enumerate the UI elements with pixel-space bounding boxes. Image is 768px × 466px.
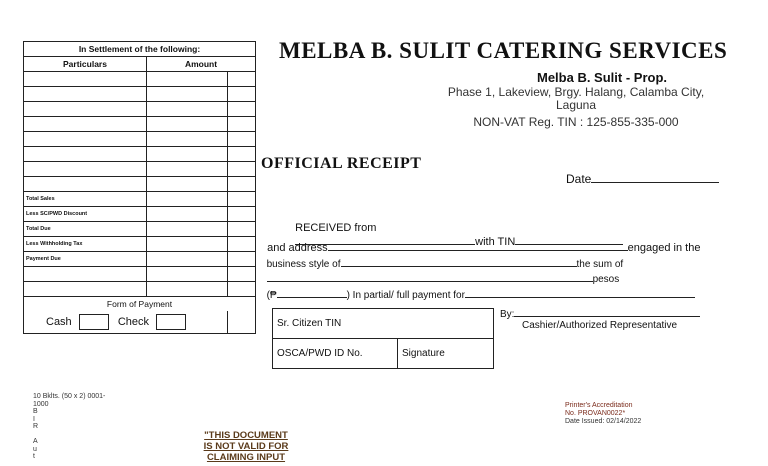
warning-line-1: "THIS DOCUMENT bbox=[204, 430, 288, 441]
amount-line[interactable] bbox=[277, 287, 347, 298]
amount-cell[interactable] bbox=[147, 87, 228, 102]
particulars-cell[interactable]: Less SC/PWD Discount bbox=[24, 207, 147, 222]
settlement-title: In Settlement of the following: bbox=[24, 42, 256, 57]
osca-cell[interactable]: OSCA/PWD ID No. bbox=[273, 339, 398, 369]
amount-cents-cell[interactable] bbox=[228, 177, 256, 192]
amount-cents-cell[interactable] bbox=[228, 252, 256, 267]
particulars-cell[interactable] bbox=[24, 132, 147, 147]
amount-cell[interactable] bbox=[147, 177, 228, 192]
amount-cents-cell[interactable] bbox=[228, 102, 256, 117]
form-of-payment-label: Form of Payment bbox=[24, 297, 256, 312]
settlement-row bbox=[24, 222, 256, 237]
amount-cents-cell[interactable] bbox=[228, 267, 256, 282]
settlement-row bbox=[24, 267, 256, 282]
pesos-label: pesos bbox=[592, 274, 620, 285]
particulars-header: Particulars bbox=[24, 57, 147, 72]
partial-label: ) In partial/ full payment for bbox=[346, 290, 465, 301]
tin-line: NON-VAT Reg. TIN : 125-855-335-000 bbox=[473, 115, 679, 129]
not-valid-warning bbox=[196, 430, 296, 463]
date-field bbox=[566, 172, 719, 186]
received-from-label: RECEIVED from bbox=[295, 222, 377, 234]
date-issued: Date Issued: 02/14/2022 bbox=[565, 418, 642, 425]
warning-line-2: IS NOT VALID FOR bbox=[203, 441, 289, 452]
cashier-label: Cashier/Authorized Representative bbox=[522, 320, 678, 331]
signature-cell[interactable]: Signature bbox=[398, 339, 494, 369]
settlement-row bbox=[24, 102, 256, 117]
amount-cell[interactable] bbox=[147, 207, 228, 222]
settlement-row bbox=[24, 252, 256, 267]
settlement-row bbox=[24, 147, 256, 162]
amount-cents-cell[interactable] bbox=[228, 117, 256, 132]
bir-letter bbox=[33, 431, 105, 439]
amount-cents-cell[interactable] bbox=[228, 162, 256, 177]
business-style-label: business style of bbox=[266, 259, 341, 270]
amount-cell[interactable] bbox=[147, 222, 228, 237]
amount-cents-cell[interactable] bbox=[228, 207, 256, 222]
settlement-row bbox=[24, 117, 256, 132]
amount-cell[interactable] bbox=[147, 282, 228, 297]
warning-line-3: CLAIMING INPUT bbox=[206, 452, 286, 463]
amount-cents-cell[interactable] bbox=[228, 282, 256, 297]
cash-label: Cash bbox=[46, 315, 72, 328]
check-checkbox[interactable] bbox=[156, 314, 186, 330]
amount-cell[interactable] bbox=[147, 162, 228, 177]
payment-amount-cell bbox=[228, 311, 256, 334]
amount-cell[interactable] bbox=[147, 267, 228, 282]
amount-cell[interactable] bbox=[147, 72, 228, 87]
settlement-row bbox=[24, 162, 256, 177]
bir-letter: B bbox=[33, 408, 38, 415]
by-label: By: bbox=[500, 309, 515, 320]
bir-letter: I bbox=[33, 415, 35, 423]
particulars-cell[interactable] bbox=[24, 117, 147, 132]
particulars-cell[interactable] bbox=[24, 147, 147, 162]
settlement-row bbox=[24, 207, 256, 222]
particulars-cell[interactable]: Total Sales bbox=[24, 192, 147, 207]
amount-cents-cell[interactable] bbox=[228, 132, 256, 147]
settlement-row bbox=[24, 192, 256, 207]
amount-cents-cell[interactable] bbox=[228, 72, 256, 87]
by-field bbox=[500, 306, 700, 320]
and-address-label: and address bbox=[267, 242, 328, 254]
bir-letter: t bbox=[33, 453, 35, 460]
particulars-cell[interactable] bbox=[24, 162, 147, 177]
senior-citizen-table bbox=[272, 308, 494, 369]
sum-label: the sum of bbox=[576, 259, 624, 270]
business-name: MELBA B. SULIT CATERING SERVICES bbox=[279, 38, 728, 63]
settlement-table bbox=[23, 41, 256, 334]
payment-for-row bbox=[261, 276, 695, 301]
address-line-2: Laguna bbox=[555, 98, 597, 112]
particulars-cell[interactable]: Total Due bbox=[24, 222, 147, 237]
receipt-title: OFFICIAL RECEIPT bbox=[261, 155, 422, 172]
amount-cents-cell[interactable] bbox=[228, 237, 256, 252]
amount-cents-cell[interactable] bbox=[228, 222, 256, 237]
settlement-row bbox=[24, 282, 256, 297]
particulars-cell[interactable] bbox=[24, 267, 147, 282]
booklets-line-2: 1000 bbox=[33, 400, 49, 408]
printer-number: No. PROVAN0022* bbox=[565, 410, 626, 417]
bir-letter: A bbox=[33, 438, 38, 445]
payment-for-line[interactable] bbox=[465, 287, 695, 298]
particulars-cell[interactable] bbox=[24, 87, 147, 102]
engaged-label: engaged in the bbox=[627, 242, 701, 254]
amount-cell[interactable] bbox=[147, 132, 228, 147]
bir-letter: u bbox=[33, 445, 37, 453]
amount-cell[interactable] bbox=[147, 102, 228, 117]
bir-vertical-text bbox=[33, 408, 105, 461]
payment-method-row bbox=[24, 311, 228, 334]
particulars-cell[interactable] bbox=[24, 72, 147, 87]
settlement-row bbox=[24, 72, 256, 87]
bir-letter: R bbox=[33, 423, 39, 430]
address-line-1: Phase 1, Lakeview, Brgy. Halang, Calamba City, bbox=[447, 85, 705, 99]
by-line[interactable] bbox=[514, 306, 700, 317]
settlement-row bbox=[24, 87, 256, 102]
proprietor: Melba B. Sulit - Prop. bbox=[536, 70, 667, 85]
peso-open: (₱ bbox=[266, 290, 277, 301]
settlement-row bbox=[24, 237, 256, 252]
check-label: Check bbox=[117, 315, 149, 328]
amount-cents-cell[interactable] bbox=[228, 87, 256, 102]
date-label: Date bbox=[566, 172, 592, 186]
sc-tin-cell[interactable]: Sr. Citizen TIN bbox=[273, 309, 494, 339]
date-line[interactable] bbox=[591, 172, 719, 183]
particulars-cell[interactable] bbox=[24, 102, 147, 117]
amount-cell[interactable] bbox=[147, 192, 228, 207]
amount-cents-cell[interactable] bbox=[228, 192, 256, 207]
address bbox=[420, 86, 732, 112]
settlement-row bbox=[24, 177, 256, 192]
cash-checkbox[interactable] bbox=[79, 314, 109, 330]
particulars-cell[interactable] bbox=[24, 177, 147, 192]
booklet-info bbox=[33, 393, 105, 461]
amount-cell[interactable] bbox=[147, 147, 228, 162]
particulars-cell[interactable]: Payment Due bbox=[24, 252, 147, 267]
particulars-cell[interactable]: Less Withholding Tax bbox=[24, 237, 147, 252]
with-tin-label: with TIN bbox=[475, 236, 516, 248]
amount-cell[interactable] bbox=[147, 252, 228, 267]
amount-cents-cell[interactable] bbox=[228, 147, 256, 162]
amount-header: Amount bbox=[147, 57, 256, 72]
amount-cell[interactable] bbox=[147, 237, 228, 252]
printer-info bbox=[565, 402, 641, 426]
printer-accreditation: Printer's Accreditation bbox=[565, 402, 633, 409]
booklets-line-1: 10 Bklts. (50 x 2) 0001- bbox=[33, 393, 106, 400]
particulars-cell[interactable] bbox=[24, 282, 147, 297]
settlement-row bbox=[24, 132, 256, 147]
amount-cell[interactable] bbox=[147, 117, 228, 132]
